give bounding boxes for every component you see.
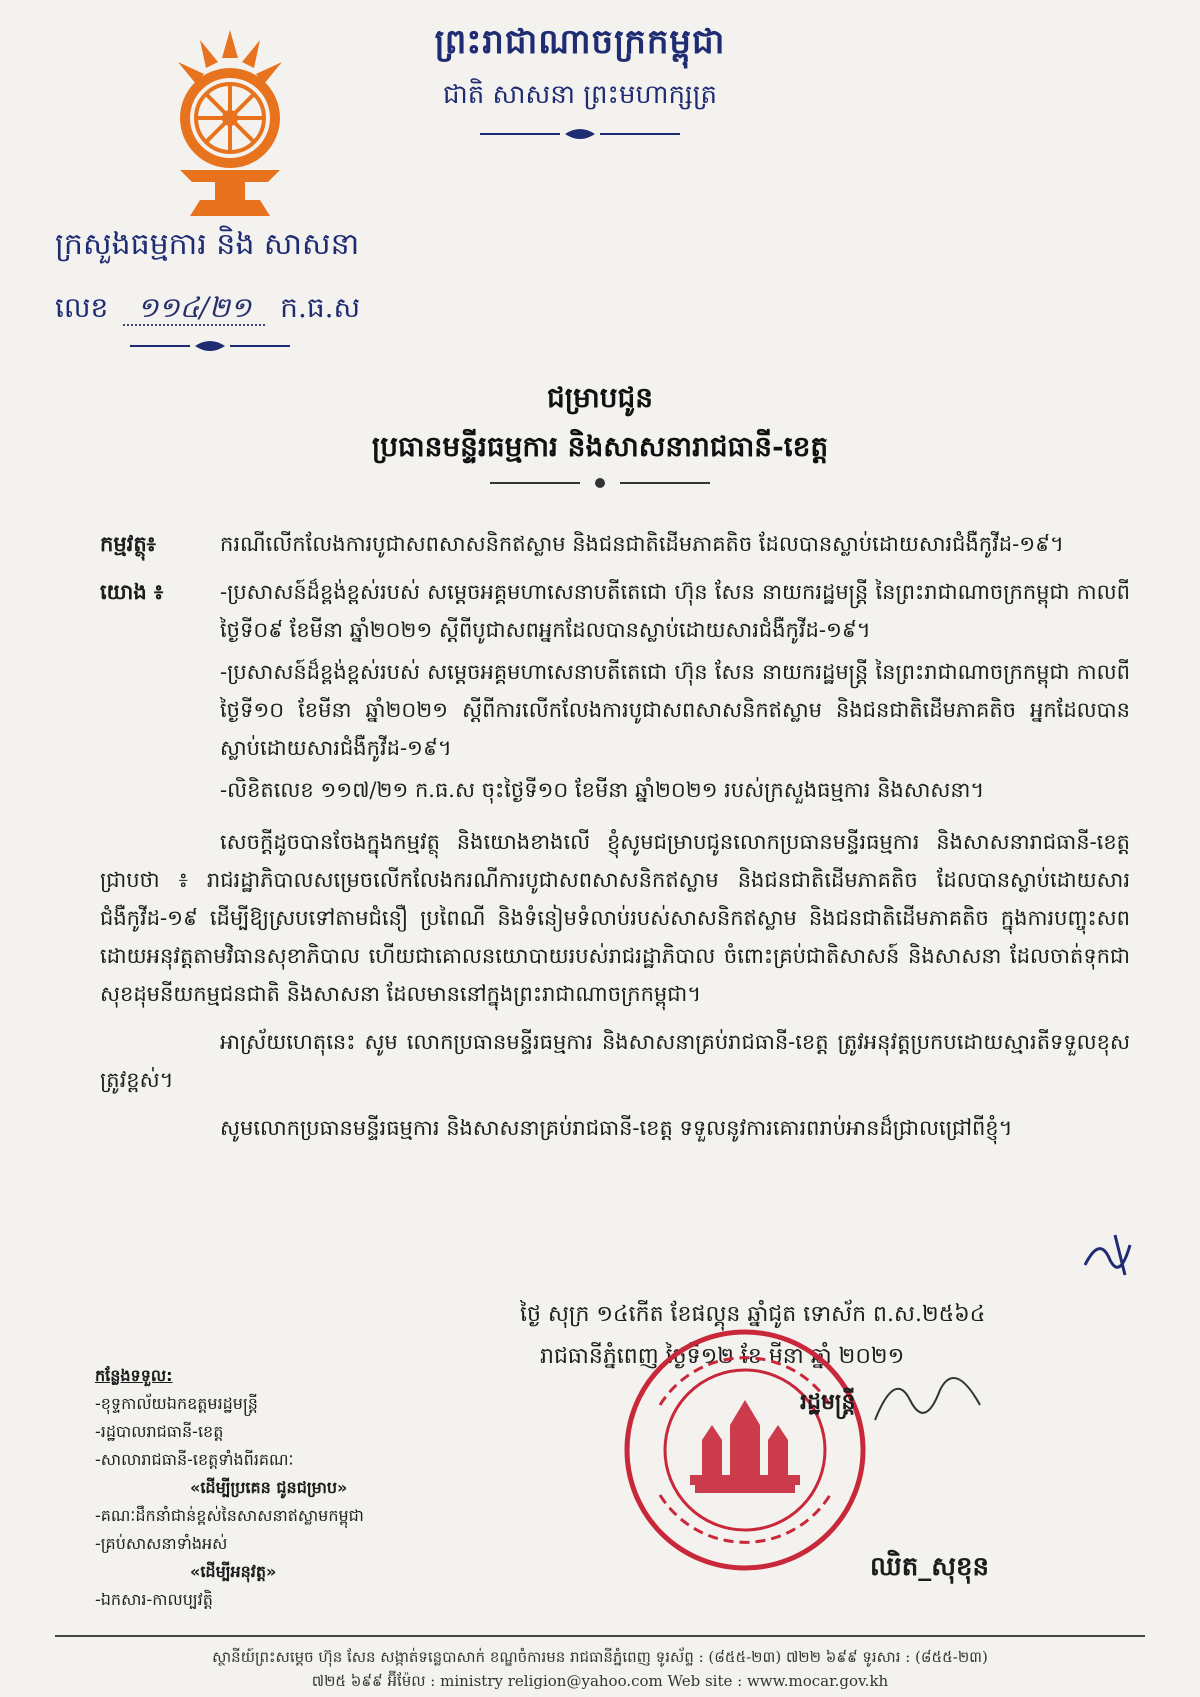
cc-title: កន្លែងទទួល:	[95, 1366, 173, 1385]
recipient-block	[0, 380, 1200, 490]
footer-divider	[55, 1635, 1145, 1637]
cc-item: -សាលារាជធានី-ខេត្តទាំងពីរគណៈ	[95, 1450, 294, 1469]
cc-item: -ខុទ្ទកាល័យឯកឧត្តមរដ្ឋមន្ត្រី	[95, 1394, 258, 1413]
minister-title: រដ្ឋមន្ត្រី	[800, 1389, 856, 1415]
cc-note: «ដើម្បីអនុវត្ត»	[190, 1562, 277, 1581]
ornament-divider-icon	[130, 338, 290, 354]
subject-label: កម្មវត្ថុ៖	[100, 531, 156, 556]
kingdom-header	[370, 20, 790, 142]
ornament-divider-icon	[480, 126, 680, 142]
doc-number-suffix: ក.ធ.ស	[280, 291, 361, 324]
cc-item: -ឯកសារ-កាលប្បវត្តិ	[95, 1590, 213, 1609]
respect-heading: ជម្រាបជូន	[546, 381, 654, 414]
lunar-date-line: ថ្ងៃ សុក្រ ១៤កើត ខែផល្គុន ឆ្នាំជូត ទោស័ក ព.ស.២៥៦៤	[520, 1302, 986, 1327]
references-label: យោង ៖	[100, 579, 164, 604]
reference-item: -ប្រសាសន៍ដ៏ខ្ពង់ខ្ពស់របស់ សម្តេចអគ្គមហាសេនាបតីតេជោ ហ៊ុន សែន នាយករដ្ឋមន្ត្រី នៃព្រះរាជាណាចក្រកម្ពុជា កាលពីថ្ងៃទី០៩ ខែមីនា ឆ្នាំ២០២១ ស្តីពីបូជាសពអ្នកដែលបានស្លាប់ដោយសារជំងឺកូវីដ-១៩។	[220, 580, 1130, 642]
references-row	[100, 573, 1130, 813]
subject-text: ករណីលើកលែងការបូជាសពសាសនិកឥស្លាម និងជនជាតិដើមភាគតិច ដែលបានស្លាប់ដោយសារជំងឺកូវីដ-១៩។	[220, 532, 1064, 556]
doc-number-prefix: លេខ	[55, 291, 109, 324]
ministry-name: ក្រសួងធម្មការ និង សាសនា	[55, 227, 360, 262]
reference-item: -លិខិតលេខ ១១៧/២១ ក.ធ.ស ចុះថ្ងៃទី១០ ខែមីនា ឆ្នាំ២០២១ របស់ក្រសួងធម្មការ និងសាសនា។	[220, 778, 985, 802]
references-list	[220, 573, 1130, 813]
body-paragraph: សេចក្តីដូចបានចែងក្នុងកម្មវត្ថុ និងយោងខាងលើ ខ្ញុំសូមជម្រាបជូនលោកប្រធានមន្ទីរធម្មការ និងសាសនារាជធានី-ខេត្តជ្រាបថា ៖ រាជរដ្ឋាភិបាលសម្រេចលើកលែងករណីការបូជាសពសាសនិកឥស្លាម និងជនជាតិដើមភាគតិច ដែលបានស្លាប់ដោយសារជំងឺកូវីដ-១៩ ដើម្បីឱ្យស្របទៅតាមជំនឿ ប្រពៃណី និងទំនៀមទំលាប់របស់សាសនិកឥស្លាម និងជនជាតិដើមភាគតិច ក្នុងការបញ្ចុះសពដោយអនុវត្តតាមវិធានសុខាភិបាល ហើយជាគោលនយោបាយរបស់រាជរដ្ឋាភិបាល ចំពោះគ្រប់ជាតិសាសន៍ និងសាសនា ដែលចាត់ទុកជាសុខដុមនីយកម្មជនជាតិ និងសាសនា ដែលមាននៅក្នុងព្រះរាជាណាចក្រកម្ពុជា។	[100, 830, 1130, 1006]
cc-item: -គណៈដឹកនាំជាន់ខ្ពស់នៃសាសនាឥស្លាមកម្ពុជា	[95, 1506, 364, 1525]
cc-item: -រដ្ឋបាលរាជធានី-ខេត្ត	[95, 1422, 224, 1441]
national-motto: ជាតិ សាសនា ព្រះមហាក្សត្រ	[443, 80, 717, 110]
reference-item: -ប្រសាសន៍ដ៏ខ្ពង់ខ្ពស់របស់ សម្តេចអគ្គមហាសេនាបតីតេជោ ហ៊ុន សែន នាយករដ្ឋមន្ត្រី នៃព្រះរាជាណាចក្រកម្ពុជា កាលពីថ្ងៃទី១០ ខែមីនា ឆ្នាំ២០២១ ស្តីពីការលើកលែងការបូជាសពសាសនិកឥស្លាម និងជនជាតិដើមភាគតិច អ្នកដែលបានស្លាប់ដោយសារជំងឺកូវីដ-១៩។	[220, 660, 1130, 760]
footer	[55, 1645, 1145, 1693]
recipient-line: ប្រធានមន្ទីរធម្មការ និងសាសនារាជធានី-ខេត្ត	[371, 430, 829, 463]
signer-name: ឈិត_សុខុន	[870, 1552, 990, 1582]
solar-date-line: រាជធានីភ្នំពេញ ថ្ងៃទី១២ ខែ មីនា ឆ្នាំ ២០២១	[540, 1344, 905, 1369]
ornament-divider-icon	[490, 476, 710, 490]
footer-address: ស្ថានីយ៍ព្រះសម្តេច ហ៊ុន សែន សង្កាត់ទន្លេបាសាក់ ខណ្ឌចំការមន រាជធានីភ្នំពេញ ទូរស័ព្ទ : (៨៥៥-២៣) ៧២២ ៦៩៩ ទូរសារ : (៨៥៥-២៣)	[212, 1648, 988, 1666]
official-seal-icon	[620, 1325, 870, 1575]
ministry-emblem-icon	[160, 30, 300, 220]
handwritten-mark-icon	[1080, 1225, 1140, 1285]
letter-body	[100, 525, 1130, 1147]
body-paragraph: អាស្រ័យហេតុនេះ សូម លោកប្រធានមន្ទីរធម្មការ និងសាសនាគ្រប់រាជធានី-ខេត្ត ត្រូវអនុវត្តប្រកបដោយស្មារតីទទួលខុសត្រូវខ្ពស់។	[100, 1030, 1130, 1092]
cc-note: «ដើម្បីប្រគេន ជូនជម្រាប»	[190, 1478, 348, 1497]
recipients-list	[95, 1362, 495, 1614]
closing-line: សូមលោកប្រធានមន្ទីរធម្មការ និងសាសនាគ្រប់រាជធានី-ខេត្ត ទទួលនូវការគោរពរាប់អានដ៏ជ្រាលជ្រៅពីខ្ញុំ។	[220, 1116, 1013, 1140]
subject-row	[100, 525, 1130, 563]
signature-icon	[870, 1360, 990, 1440]
footer-contact: ៧២៥ ៦៩៩ អ៊ីម៉ែល : ministry religion@yahoo.com Web site : www.mocar.gov.kh	[311, 1672, 889, 1690]
kingdom-title: ព្រះរាជាណាចក្រកម្ពុជា	[434, 22, 726, 62]
doc-number-value: ១១៤/២១	[123, 291, 265, 326]
cc-item: -គ្រប់សាសនាទាំងអស់	[95, 1534, 228, 1553]
document-number	[55, 290, 360, 331]
